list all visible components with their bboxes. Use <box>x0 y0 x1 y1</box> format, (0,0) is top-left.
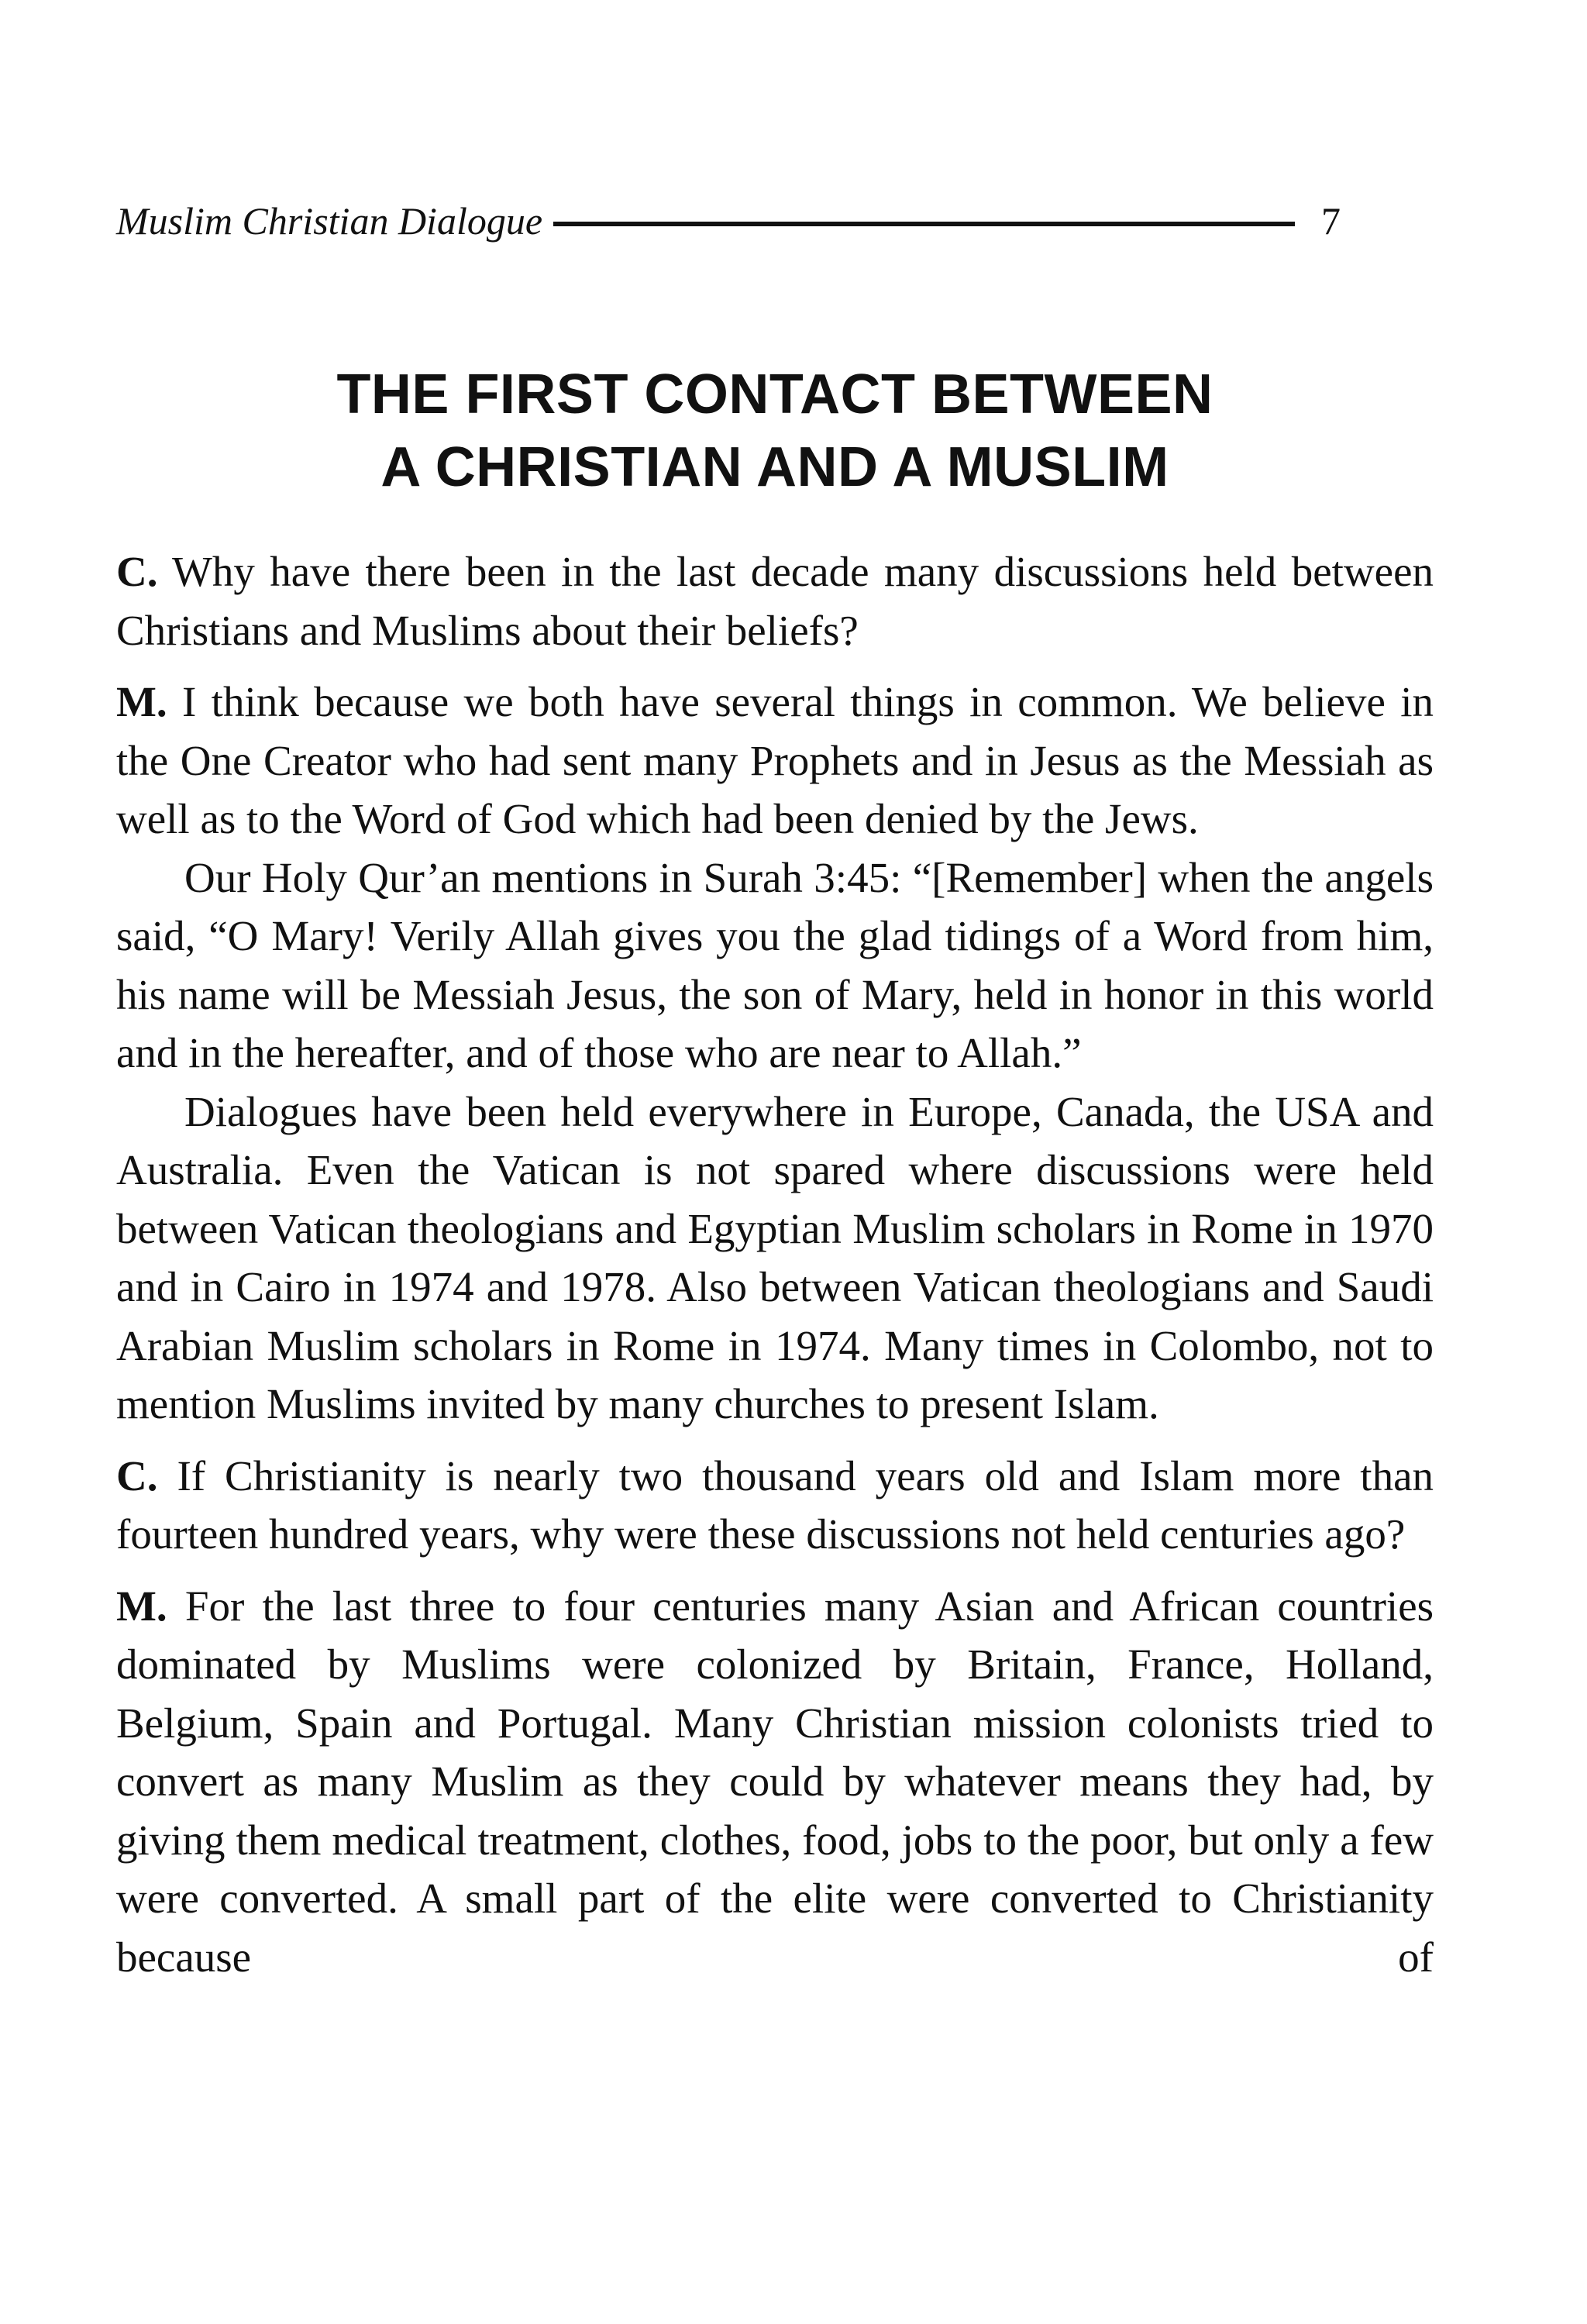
paragraph-text: I think because we both have several things in common. We believe in the One Creator who had sent many Prophets and in Jesus as the Messiah as well as to the Word of God which had been denied by the Jews. <box>116 678 1434 842</box>
body-text <box>116 542 1434 1986</box>
dialogue-paragraph-muslim <box>116 1577 1434 1987</box>
dialogue-paragraph-christian <box>116 542 1434 659</box>
speaker-label: C. <box>116 1451 158 1499</box>
quran-quote-paragraph <box>116 849 1434 1083</box>
chapter-title-line-1: THE FIRST CONTACT BETWEEN <box>336 363 1213 425</box>
running-header <box>116 190 1341 252</box>
speaker-label: M. <box>116 678 167 725</box>
paragraph-text: Dialogues have been held everywhere in Europe, Canada, the USA and Australia. Even the Vatican is not spared where discussions were held between Vatican theologians and Egyptian Muslim scholars in Rome in 1970 and in Cairo in 1974 and 1978. Also between Vatican theologians and Saudi Arabian Muslim scholars in Rome in 1974. Many times in Colombo, not to mention Muslims invited by many churches to present Islam. <box>116 1087 1434 1427</box>
running-title: Muslim Christian Dialogue <box>116 199 543 243</box>
chapter-title-line-2: A CHRISTIAN AND A MUSLIM <box>380 436 1169 498</box>
speaker-label: M. <box>116 1582 167 1630</box>
dialogue-paragraph-christian <box>116 1447 1434 1564</box>
header-rule <box>553 222 1295 226</box>
paragraph-text: For the last three to four centuries many Asian and African countries dominated by Muslims were colonized by Britain, France, Holland, Belgium, Spain and Portugal. Many Christian mission colonists tried to convert as many Muslim as they could by whatever means they had, by giving them medical treatment, clothes, food, jobs to the poor, but only a few were converted. A small part of the elite were converted to Christianity because of <box>116 1582 1434 1981</box>
dialogues-history-paragraph <box>116 1083 1434 1434</box>
dialogue-paragraph-muslim <box>116 673 1434 849</box>
paragraph-text: If Christianity is nearly two thousand years old and Islam more than fourteen hundred years, why were these discussions not held centuries ago? <box>116 1451 1434 1558</box>
speaker-label: C. <box>116 548 158 595</box>
chapter-title <box>116 358 1434 504</box>
page-number: 7 <box>1321 199 1341 243</box>
paragraph-text: Our Holy Qur’an mentions in Surah 3:45: “[Remember] when the angels said, “O Mary! Verily Allah gives you the glad tidings of a Word from him, his name will be Messiah Jesus, the son of Mary, held in honor in this world and in the hereafter, and of those who are near to Allah.” <box>116 853 1434 1076</box>
paragraph-text: Why have there been in the last decade many discussions held between Christians and Muslims about their beliefs? <box>116 548 1434 654</box>
